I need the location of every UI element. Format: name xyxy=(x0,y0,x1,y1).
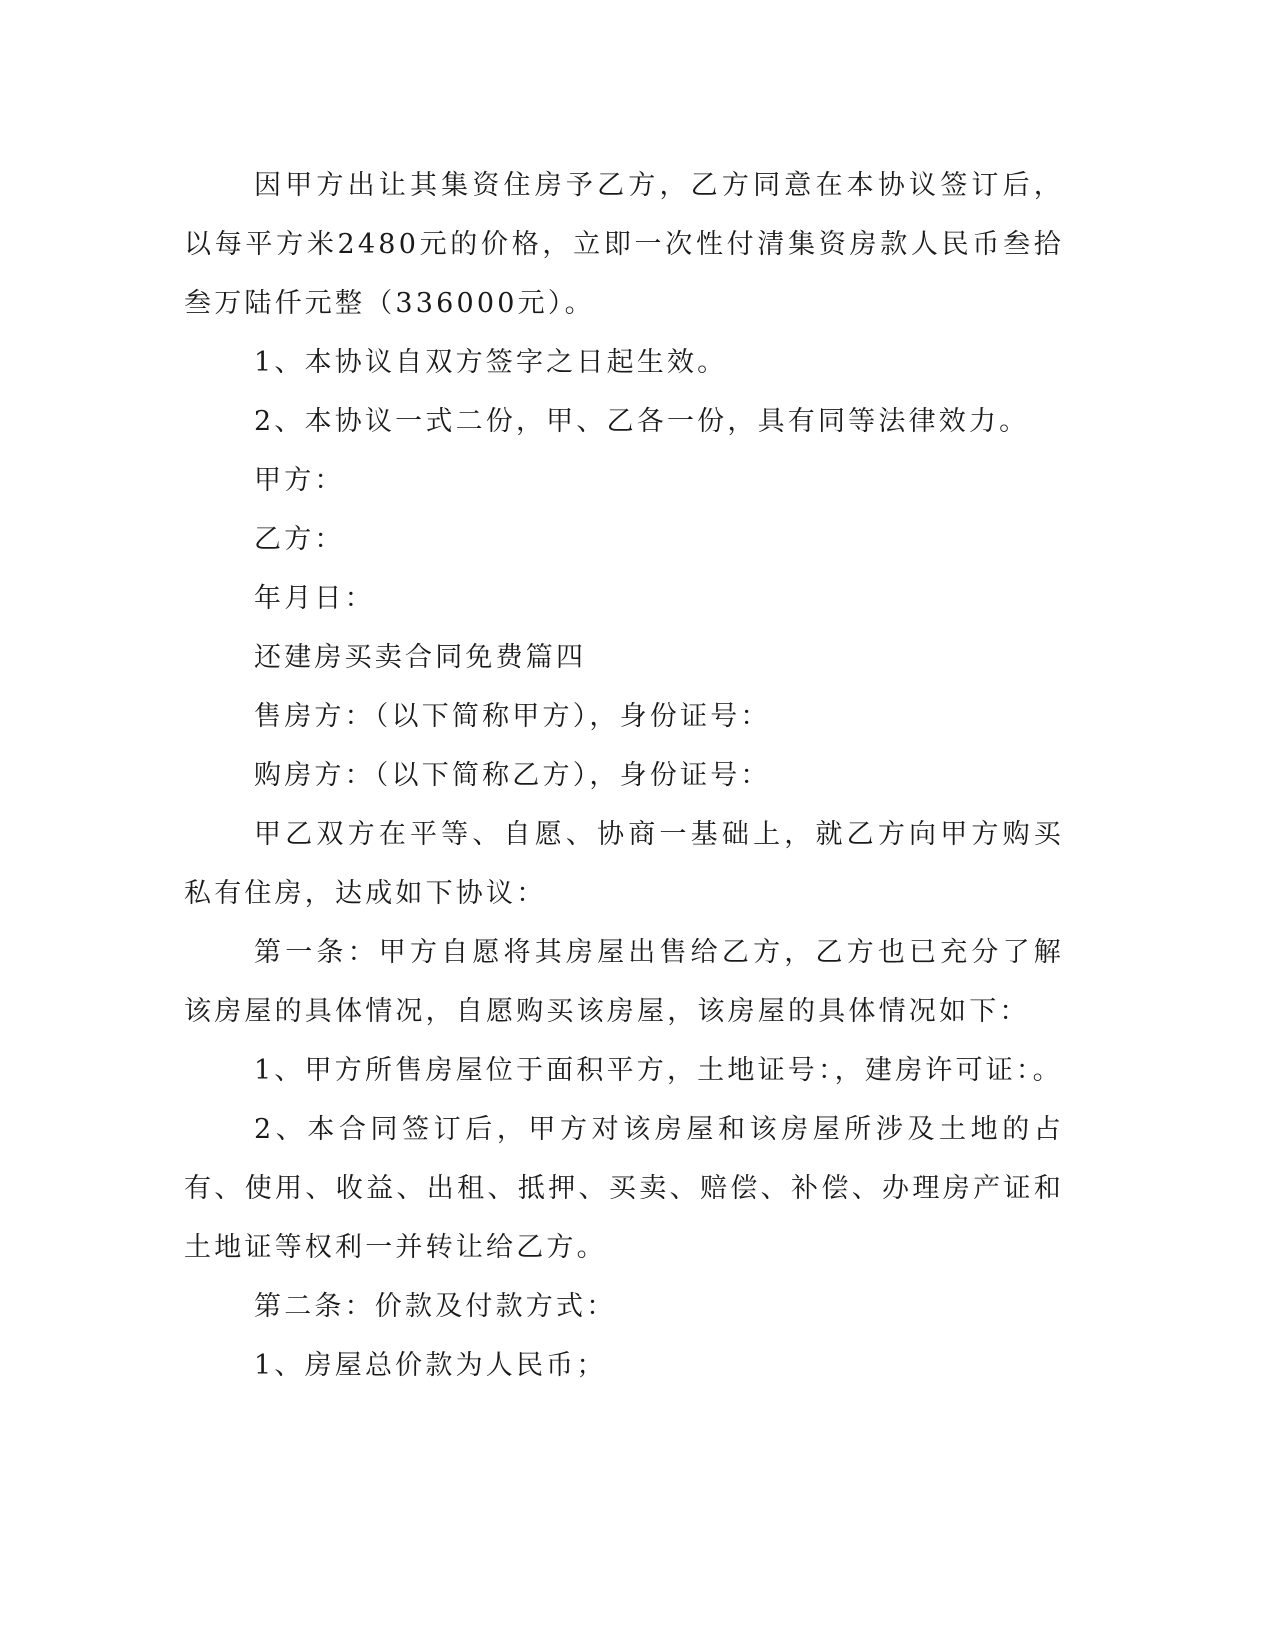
paragraph-agreement-intro: 甲乙双方在平等、自愿、协商一基础上，就乙方向甲方购买私有住房，达成如下协议： xyxy=(184,819,1064,909)
paragraph-total-price: 1、房屋总价款为人民币； xyxy=(254,1350,607,1381)
paragraph-property-location: 1、甲方所售房屋位于面积平方，土地证号：，建房许可证：。 xyxy=(254,1055,1063,1086)
paragraph-payment-terms: 因甲方出让其集资住房予乙方，乙方同意在本协议签订后，以每平方米2480元的价格，立即一次性付清集资房款人民币叁拾叁万陆仟元整（336000元）。 xyxy=(184,170,1064,319)
document-body xyxy=(184,156,1064,1395)
paragraph-article-two: 第二条：价款及付款方式： xyxy=(254,1291,617,1322)
date-label: 年月日： xyxy=(254,583,375,614)
paragraph-clause-effective: 1、本协议自双方签字之日起生效。 xyxy=(254,347,728,378)
party-b-signature-label: 乙方： xyxy=(254,524,345,555)
section-heading: 还建房买卖合同免费篇四 xyxy=(254,642,587,673)
buyer-info-line: 购房方：（以下简称乙方），身份证号： xyxy=(254,760,771,791)
paragraph-clause-copies: 2、本协议一式二份，甲、乙各一份，具有同等法律效力。 xyxy=(254,406,1030,437)
party-a-signature-label: 甲方： xyxy=(254,465,345,496)
seller-info-line: 售房方：（以下简称甲方），身份证号： xyxy=(254,701,771,732)
paragraph-rights-transfer: 2、本合同签订后，甲方对该房屋和该房屋所涉及土地的占有、使用、收益、出租、抵押、买卖、赔偿、补偿、办理房产证和土地证等权利一并转让给乙方。 xyxy=(184,1114,1064,1263)
paragraph-article-one: 第一条：甲方自愿将其房屋出售给乙方，乙方也已充分了解该房屋的具体情况，自愿购买该房屋，该房屋的具体情况如下： xyxy=(184,937,1064,1027)
